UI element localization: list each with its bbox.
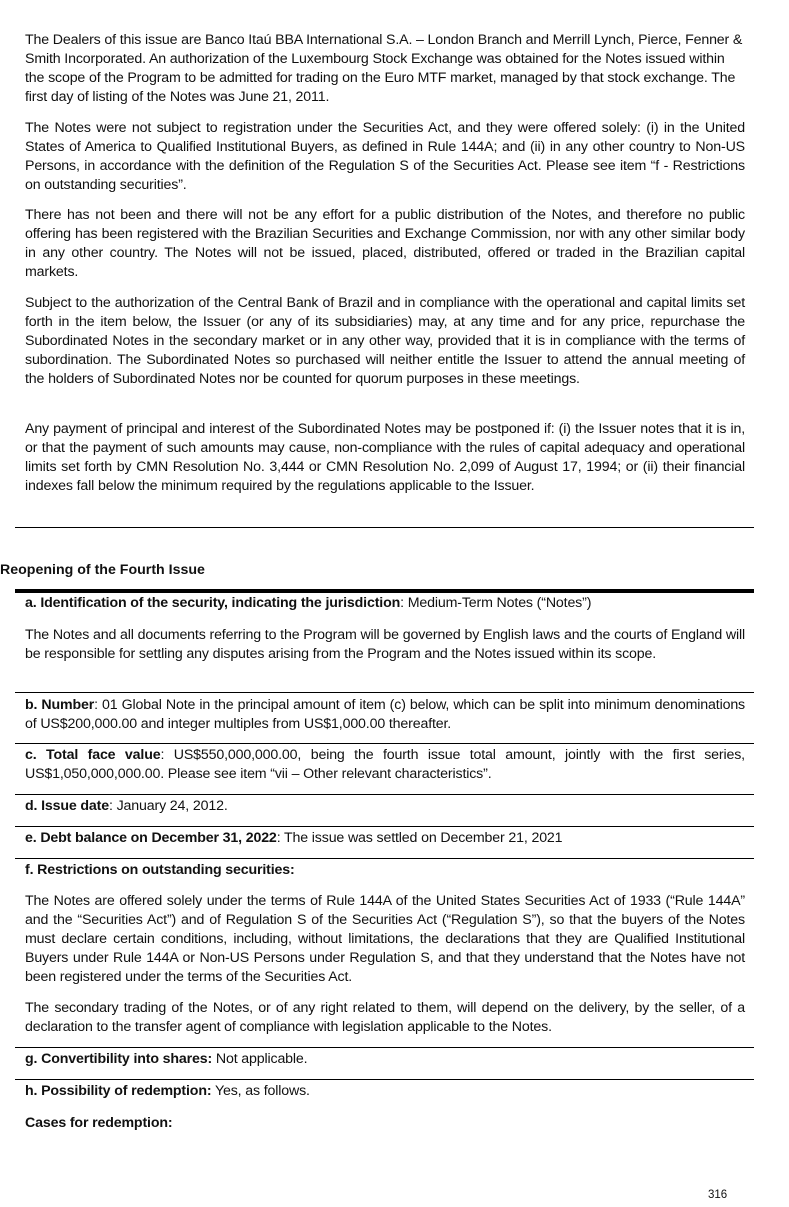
item-divider [15, 858, 754, 859]
item-h-value: Yes, as follows. [211, 1083, 310, 1099]
item-f-restrictions [25, 861, 745, 880]
item-divider [15, 1079, 754, 1080]
item-d-issue-date [25, 797, 745, 816]
item-divider [15, 743, 754, 744]
page-number: 316 [708, 1189, 728, 1201]
item-f-body-2: The secondary trading of the Notes, or of any right related to them, will depend on the delivery, by the seller, of a declaration to the transfer agent of compliance with legislation applicable to the Notes. [25, 1000, 745, 1035]
item-a-label: a. Identification of the security, indicating the jurisdiction [25, 595, 401, 611]
item-g-label: g. Convertibility into shares: [25, 1051, 213, 1067]
paragraph-dealers: The Dealers of this issue are Banco Itaú BBA International S.A. – London Branch and Merrill Lynch, Pierce, Fenner & Smith Incorporated. An authorization of the Luxembourg Stock Exchange was obtained for the Notes issued within the scope of the Program to be admitted for trading on the Euro MTF market, managed by that stock exchange. The first day of listing of the Notes was June 21, 2011. [25, 32, 743, 105]
item-c-total-face-value [25, 746, 745, 784]
item-b-number [25, 696, 745, 734]
item-h-label: h. Possibility of redemption: [25, 1083, 212, 1099]
section-divider [15, 527, 754, 528]
item-f-body-1: The Notes are offered solely under the terms of Rule 144A of the United States Securities Act of 1933 (“Rule 144A” and the “Securities Act”) and of Regulation S of the Securities Act (“Regulation S”), so that the buyers of the Notes must declare certain conditions, including, without limitations, the declarations that they are Qualified Institutional Buyers under Rule 144A or Non-US Persons under Regulation S, and that they understand that the Notes have not been registered under the terms of the Securities Act. [25, 893, 745, 985]
paragraph-payment-postponement: Any payment of principal and interest of the Subordinated Notes may be postponed if: (i) the Issuer notes that it is in, or that the payment of such amounts may cause, non-compliance with the rules of capital adequacy and operational limits set forth by CMN Resolution No. 3,444 or CMN Resolution No. 2,099 of August 17, 1994; or (ii) their financial indexes fall below the minimum required by the regulations applicable to the Issuer. [25, 421, 745, 494]
item-c-label: c. Total face value [25, 747, 161, 763]
section-thick-rule [15, 589, 754, 593]
item-b-label: b. Number [25, 697, 95, 713]
item-g-convertibility [25, 1050, 745, 1069]
item-b-value: : 01 Global Note in the principal amount of item (c) below, which can be split into minimum denominations of US$200,000.00 and integer multiples from US$1,000.00 thereafter. [25, 697, 745, 732]
item-divider [15, 794, 754, 795]
item-d-label: d. Issue date [25, 798, 109, 814]
item-f-label: f. Restrictions on outstanding securities: [25, 862, 295, 878]
item-g-value: Not applicable. [212, 1051, 308, 1067]
item-d-value: : January 24, 2012. [109, 798, 228, 814]
item-h-redemption [25, 1082, 745, 1101]
item-a-body: The Notes and all documents referring to the Program will be governed by English laws and the courts of England will be responsible for settling any disputes arising from the Program and the Notes issued within its scope. [25, 627, 745, 662]
item-e-label: e. Debt balance on December 31, 2022 [25, 830, 277, 846]
item-divider [15, 826, 754, 827]
item-e-value: : The issue was settled on December 21, 2021 [276, 830, 563, 846]
item-e-debt-balance [25, 829, 745, 848]
paragraph-repurchase: Subject to the authorization of the Central Bank of Brazil and in compliance with the operational and capital limits set forth in the item below, the Issuer (or any of its subsidiaries) may, at any time and for any price, repurchase the Subordinated Notes in the secondary market or in any other way, provided that it is in compliance with the terms of subordination. The Subordinated Notes so purchased will neither entitle the Issuer to attend the annual meeting of the holders of Subordinated Notes nor be counted for quorum purposes in these meetings. [25, 295, 745, 387]
item-c-value: : US$550,000,000.00, being the fourth issue total amount, jointly with the first series, US$1,050,000,000.00. Please see item “vii – Other relevant characteristics”. [25, 747, 745, 782]
item-divider [15, 692, 754, 693]
section-heading: Reopening of the Fourth Issue [0, 562, 205, 578]
item-divider [15, 1047, 754, 1048]
item-a-identification [25, 594, 745, 613]
item-a-value: : Medium-Term Notes (“Notes”) [400, 595, 592, 611]
cases-for-redemption-heading: Cases for redemption: [25, 1115, 173, 1131]
item-h-sub-heading [25, 1114, 745, 1133]
paragraph-registration: The Notes were not subject to registration under the Securities Act, and they were offered solely: (i) in the United States of America to Qualified Institutional Buyers, as defined in Rule 144A; and (ii) in any other country to Non-US Persons, in accordance with the definition of the Regulation S of the Securities Act. Please see item “f - Restrictions on outstanding securities”. [25, 120, 745, 193]
paragraph-public-distribution: There has not been and there will not be any effort for a public distribution of the Notes, and therefore no public offering has been registered with the Brazilian Securities and Exchange Commission, nor with any other similar body in any other country. The Notes will not be issued, placed, distributed, offered or traded in the Brazilian capital markets. [25, 207, 745, 280]
